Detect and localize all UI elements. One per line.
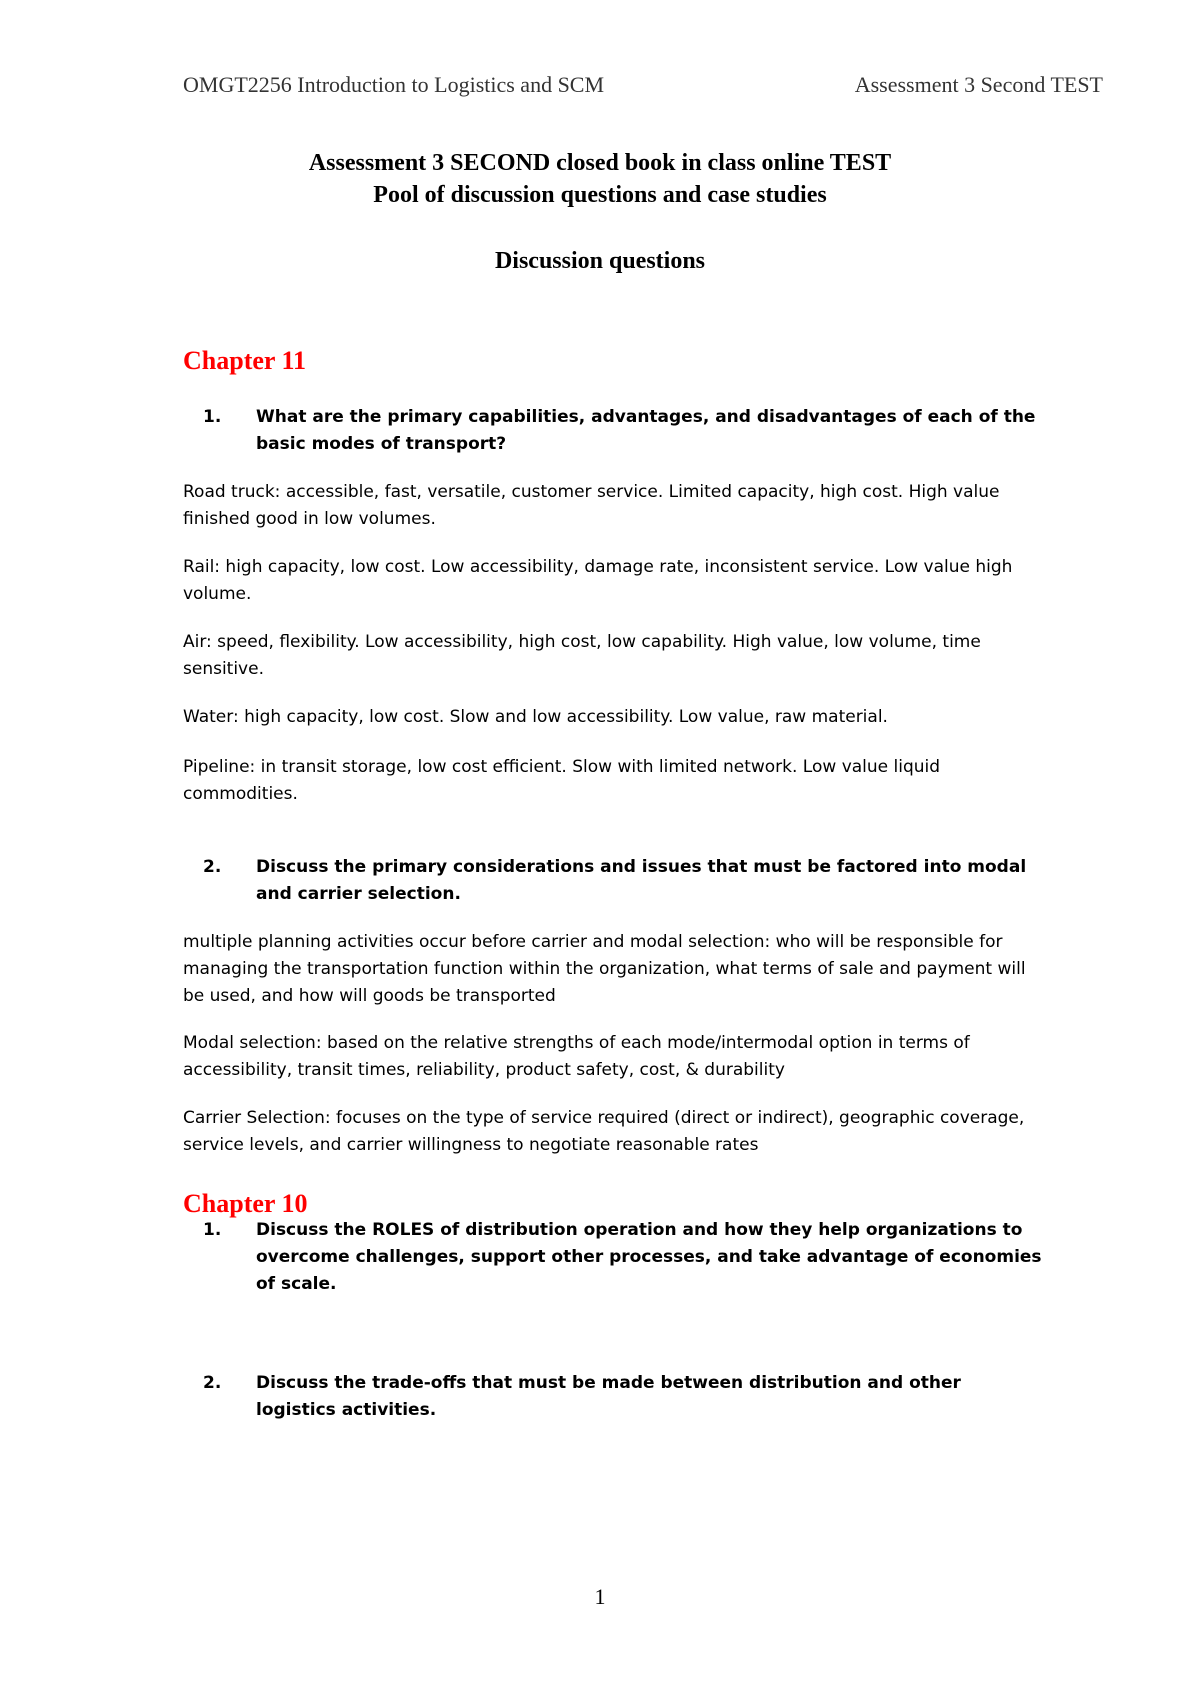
header-assessment-title: Assessment 3 Second TEST <box>854 72 1103 97</box>
answer-planning-activities: multiple planning activities occur before carrier and modal selection: who will be responsible for managing the transportation function within the organization, what terms of sale and payment will be used, and how will goods be transported <box>183 932 1026 1006</box>
answer-rail: Rail: high capacity, low cost. Low accessibility, damage rate, inconsistent service. Low value high volume. <box>183 557 1013 604</box>
question-number: 2. <box>203 1373 222 1393</box>
header-course-title: OMGT2256 Introduction to Logistics and SCM <box>183 72 605 97</box>
page-number: 1 <box>594 1584 606 1609</box>
chapter-11-question-2 <box>183 854 1043 908</box>
section-heading: Discussion questions <box>494 248 706 274</box>
chapter-10-question-2 <box>183 1370 1043 1424</box>
answer-pipeline: Pipeline: in transit storage, low cost efficient. Slow with limited network. Low value liquid commodities. <box>183 757 941 804</box>
answer-water: Water: high capacity, low cost. Slow and low accessibility. Low value, raw material. <box>183 707 888 727</box>
answer-carrier-selection: Carrier Selection: focuses on the type of service required (direct or indirect), geographic coverage, service levels, and carrier willingness to negotiate reasonable rates <box>183 1108 1025 1155</box>
question-number: 2. <box>203 857 222 877</box>
question-text: Discuss the ROLES of distribution operation and how they help organizations to overcome challenges, support other processes, and take advantage of economies of scale. <box>256 1220 1042 1294</box>
question-number: 1. <box>203 407 222 427</box>
document-subtitle: Pool of discussion questions and case studies <box>373 182 827 208</box>
question-number: 1. <box>203 1220 222 1240</box>
question-text: What are the primary capabilities, advantages, and disadvantages of each of the basic modes of transport? <box>256 407 1036 454</box>
question-text: Discuss the primary considerations and issues that must be factored into modal and carrier selection. <box>256 857 1027 904</box>
chapter-11-heading: Chapter 11 <box>183 346 307 375</box>
chapter-10-heading: Chapter 10 <box>183 1189 308 1218</box>
answer-modal-selection: Modal selection: based on the relative strengths of each mode/intermodal option in terms of accessibility, transit times, reliability, product safety, cost, & durability <box>183 1033 970 1080</box>
question-text: Discuss the trade-offs that must be made between distribution and other logistics activities. <box>256 1373 961 1420</box>
chapter-10-question-1 <box>183 1217 1043 1298</box>
document-title: Assessment 3 SECOND closed book in class online TEST <box>308 150 892 176</box>
answer-road-truck: Road truck: accessible, fast, versatile, customer service. Limited capacity, high cost. High value finished good in low volumes. <box>183 482 1000 529</box>
answer-air: Air: speed, flexibility. Low accessibility, high cost, low capability. High value, low volume, time sensitive. <box>183 632 981 679</box>
chapter-11-question-1 <box>183 404 1043 458</box>
